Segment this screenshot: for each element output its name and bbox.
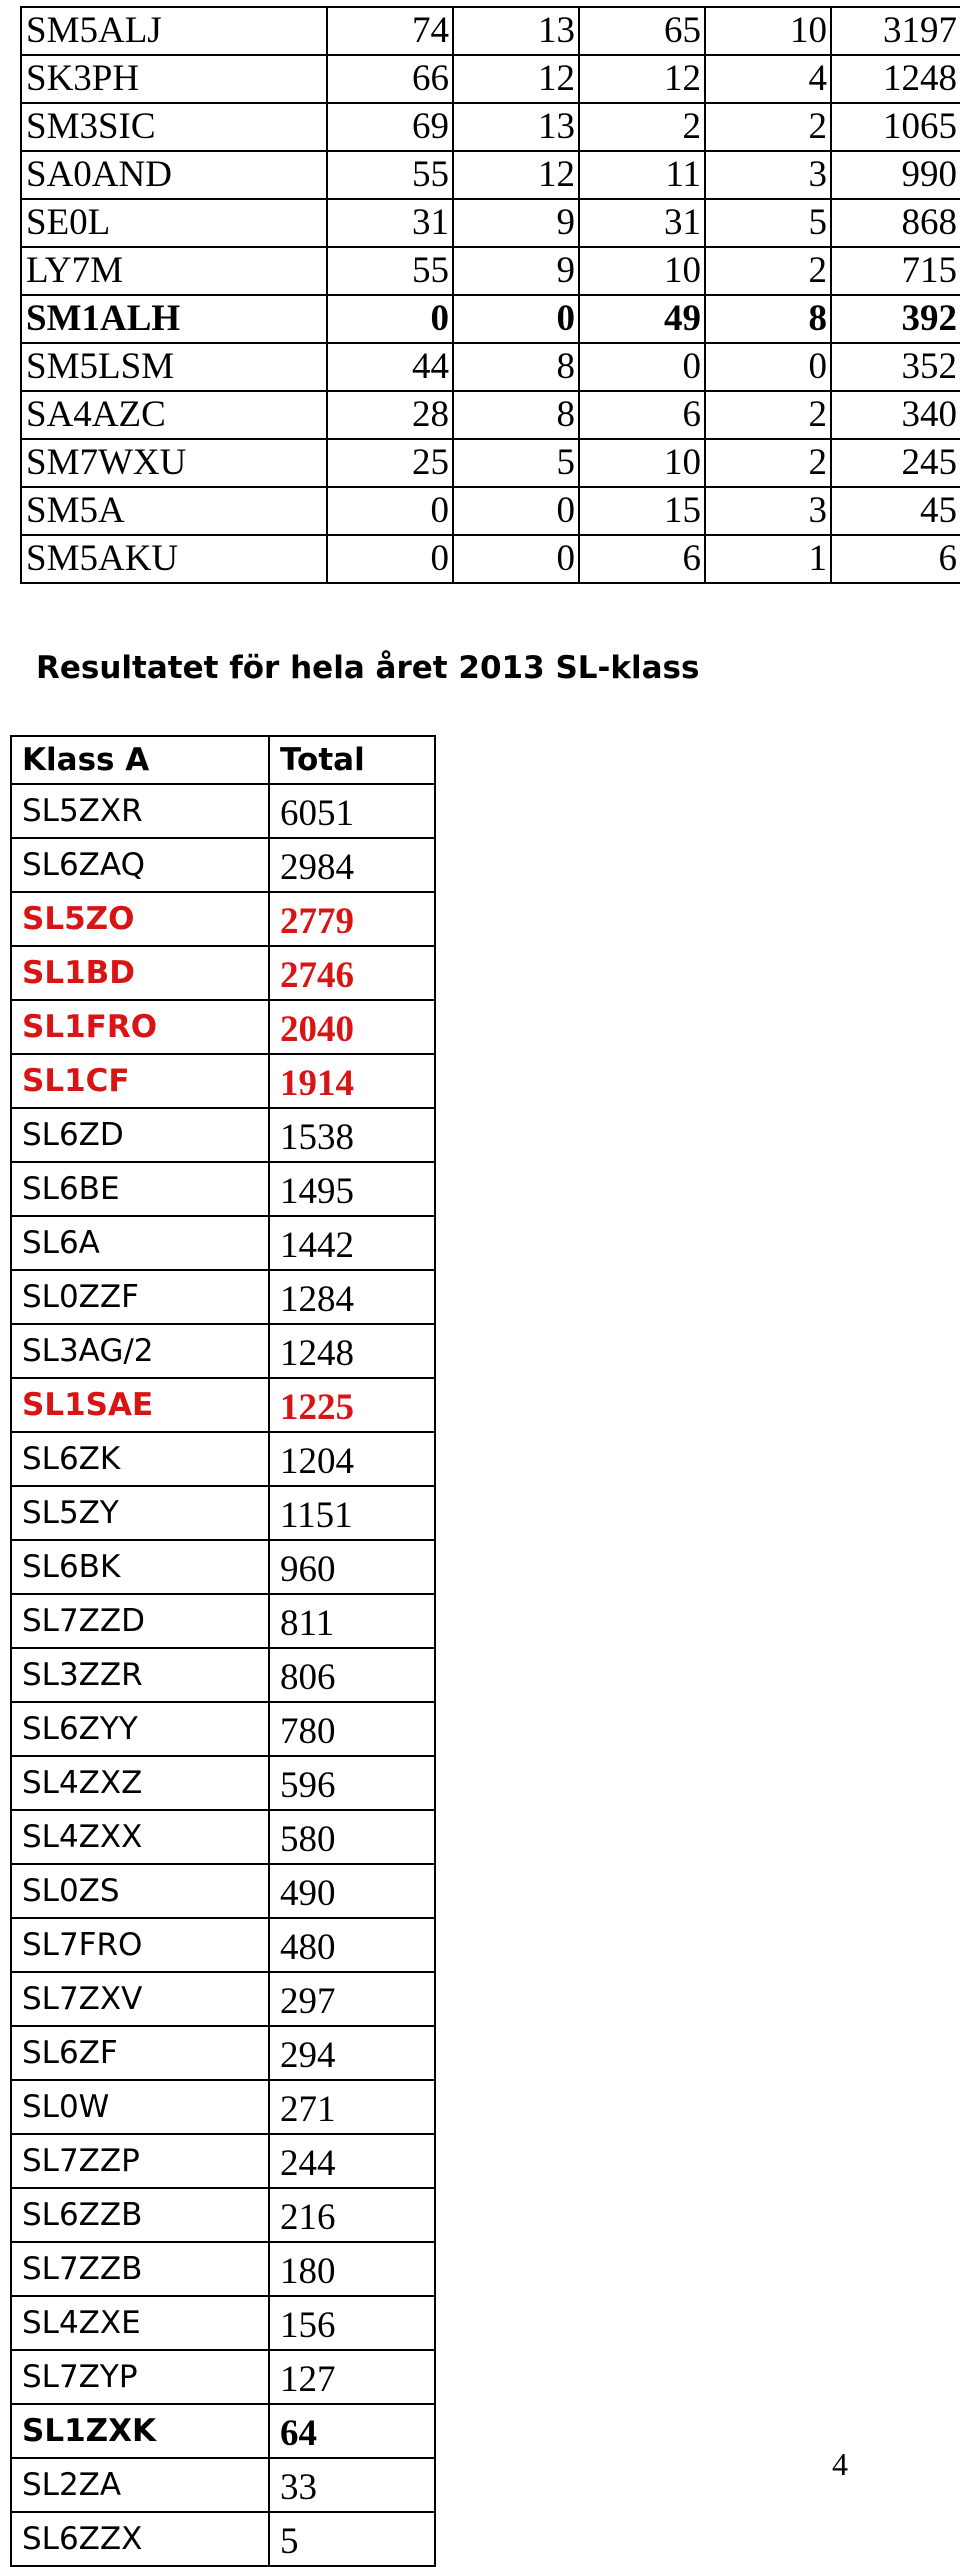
cell-value-4: 3 bbox=[705, 487, 831, 535]
cell-callsign: SL1CF bbox=[11, 1054, 269, 1108]
cell-value-3: 10 bbox=[579, 439, 705, 487]
cell-callsign: SL7ZXV bbox=[11, 1972, 269, 2026]
cell-value-3: 2 bbox=[579, 103, 705, 151]
table-row bbox=[11, 2404, 435, 2458]
cell-value-3: 10 bbox=[579, 247, 705, 295]
cell-total: 960 bbox=[269, 1540, 435, 1594]
cell-total: 6 bbox=[831, 535, 960, 583]
cell-callsign: SL7ZZP bbox=[11, 2134, 269, 2188]
page-number: 4 bbox=[832, 2446, 848, 2482]
cell-total: 2746 bbox=[269, 946, 435, 1000]
cell-value-1: 55 bbox=[327, 151, 453, 199]
table-row bbox=[11, 2296, 435, 2350]
cell-value-3: 31 bbox=[579, 199, 705, 247]
cell-callsign: SL1FRO bbox=[11, 1000, 269, 1054]
cell-callsign: SL3AG/2 bbox=[11, 1324, 269, 1378]
cell-total: 392 bbox=[831, 295, 960, 343]
table-row bbox=[21, 247, 960, 295]
cell-value-2: 9 bbox=[453, 199, 579, 247]
cell-callsign: SE0L bbox=[21, 199, 327, 247]
cell-callsign: SL5ZXR bbox=[11, 784, 269, 838]
table-row bbox=[21, 55, 960, 103]
cell-callsign: SK3PH bbox=[21, 55, 327, 103]
cell-total: 480 bbox=[269, 1918, 435, 1972]
cell-value-4: 1 bbox=[705, 535, 831, 583]
cell-total: 596 bbox=[269, 1756, 435, 1810]
header-total: Total bbox=[269, 736, 435, 784]
cell-total: 3197 bbox=[831, 7, 960, 55]
table-row bbox=[11, 2242, 435, 2296]
cell-total: 294 bbox=[269, 2026, 435, 2080]
cell-total: 715 bbox=[831, 247, 960, 295]
cell-total: 352 bbox=[831, 343, 960, 391]
table-row bbox=[21, 199, 960, 247]
cell-value-3: 65 bbox=[579, 7, 705, 55]
table-row bbox=[11, 1108, 435, 1162]
table-row bbox=[21, 535, 960, 583]
table-row bbox=[11, 1864, 435, 1918]
table-row bbox=[11, 1054, 435, 1108]
table-row bbox=[11, 2188, 435, 2242]
cell-callsign: LY7M bbox=[21, 247, 327, 295]
cell-value-2: 0 bbox=[453, 295, 579, 343]
cell-total: 180 bbox=[269, 2242, 435, 2296]
cell-total: 127 bbox=[269, 2350, 435, 2404]
table-row bbox=[11, 2080, 435, 2134]
table-row bbox=[11, 2026, 435, 2080]
cell-total: 244 bbox=[269, 2134, 435, 2188]
cell-callsign: SA4AZC bbox=[21, 391, 327, 439]
cell-callsign: SA0AND bbox=[21, 151, 327, 199]
cell-total: 868 bbox=[831, 199, 960, 247]
table-row bbox=[21, 103, 960, 151]
cell-callsign: SM3SIC bbox=[21, 103, 327, 151]
cell-value-4: 5 bbox=[705, 199, 831, 247]
cell-value-2: 8 bbox=[453, 343, 579, 391]
table-row bbox=[11, 2512, 435, 2566]
cell-total: 45 bbox=[831, 487, 960, 535]
cell-value-1: 31 bbox=[327, 199, 453, 247]
cell-value-4: 0 bbox=[705, 343, 831, 391]
cell-total: 780 bbox=[269, 1702, 435, 1756]
cell-value-1: 0 bbox=[327, 295, 453, 343]
cell-callsign: SL1ZXK bbox=[11, 2404, 269, 2458]
table-row bbox=[11, 784, 435, 838]
cell-callsign: SL2ZA bbox=[11, 2458, 269, 2512]
cell-callsign: SL0ZZF bbox=[11, 1270, 269, 1324]
cell-total: 1538 bbox=[269, 1108, 435, 1162]
table-row bbox=[11, 1918, 435, 1972]
cell-value-1: 66 bbox=[327, 55, 453, 103]
cell-callsign: SM5A bbox=[21, 487, 327, 535]
table-row bbox=[11, 1810, 435, 1864]
cell-value-1: 69 bbox=[327, 103, 453, 151]
table-row bbox=[21, 7, 960, 55]
cell-value-1: 0 bbox=[327, 487, 453, 535]
cell-total: 156 bbox=[269, 2296, 435, 2350]
table-row bbox=[11, 1162, 435, 1216]
cell-value-3: 6 bbox=[579, 391, 705, 439]
cell-value-1: 74 bbox=[327, 7, 453, 55]
cell-total: 1914 bbox=[269, 1054, 435, 1108]
cell-total: 6051 bbox=[269, 784, 435, 838]
cell-total: 33 bbox=[269, 2458, 435, 2512]
table-row bbox=[11, 838, 435, 892]
cell-callsign: SL7ZZD bbox=[11, 1594, 269, 1648]
cell-callsign: SL6ZZX bbox=[11, 2512, 269, 2566]
cell-callsign: SL6A bbox=[11, 1216, 269, 1270]
cell-value-3: 11 bbox=[579, 151, 705, 199]
cell-value-2: 0 bbox=[453, 487, 579, 535]
cell-total: 1284 bbox=[269, 1270, 435, 1324]
sl-class-table bbox=[10, 735, 436, 2567]
cell-value-3: 49 bbox=[579, 295, 705, 343]
cell-value-1: 28 bbox=[327, 391, 453, 439]
table-row bbox=[11, 892, 435, 946]
header-klass-a: Klass A bbox=[11, 736, 269, 784]
cell-callsign: SL6ZF bbox=[11, 2026, 269, 2080]
cell-callsign: SL5ZO bbox=[11, 892, 269, 946]
cell-total: 2984 bbox=[269, 838, 435, 892]
cell-value-2: 13 bbox=[453, 7, 579, 55]
table-row bbox=[11, 1000, 435, 1054]
table-row bbox=[21, 391, 960, 439]
cell-callsign: SL6ZK bbox=[11, 1432, 269, 1486]
cell-total: 1495 bbox=[269, 1162, 435, 1216]
table-row bbox=[11, 1702, 435, 1756]
cell-total: 811 bbox=[269, 1594, 435, 1648]
cell-callsign: SL1BD bbox=[11, 946, 269, 1000]
table-row bbox=[21, 151, 960, 199]
cell-total: 580 bbox=[269, 1810, 435, 1864]
cell-callsign: SL4ZXE bbox=[11, 2296, 269, 2350]
cell-value-2: 13 bbox=[453, 103, 579, 151]
cell-callsign: SL6ZD bbox=[11, 1108, 269, 1162]
cell-total: 5 bbox=[269, 2512, 435, 2566]
cell-total: 216 bbox=[269, 2188, 435, 2242]
table-row bbox=[11, 1486, 435, 1540]
cell-callsign: SL6ZAQ bbox=[11, 838, 269, 892]
table-row bbox=[11, 1324, 435, 1378]
cell-total: 245 bbox=[831, 439, 960, 487]
table-row bbox=[11, 1756, 435, 1810]
cell-value-3: 6 bbox=[579, 535, 705, 583]
cell-callsign: SL5ZY bbox=[11, 1486, 269, 1540]
cell-total: 297 bbox=[269, 1972, 435, 2026]
cell-value-3: 0 bbox=[579, 343, 705, 391]
cell-value-2: 12 bbox=[453, 55, 579, 103]
cell-callsign: SL0W bbox=[11, 2080, 269, 2134]
cell-callsign: SM5LSM bbox=[21, 343, 327, 391]
cell-value-4: 2 bbox=[705, 103, 831, 151]
cell-callsign: SL7FRO bbox=[11, 1918, 269, 1972]
cell-callsign: SL6ZYY bbox=[11, 1702, 269, 1756]
table-row bbox=[11, 1216, 435, 1270]
table-row bbox=[11, 946, 435, 1000]
cell-value-4: 2 bbox=[705, 439, 831, 487]
cell-callsign: SL4ZXX bbox=[11, 1810, 269, 1864]
cell-value-4: 4 bbox=[705, 55, 831, 103]
cell-total: 1248 bbox=[831, 55, 960, 103]
table-row bbox=[11, 1648, 435, 1702]
table-row bbox=[11, 1432, 435, 1486]
table-row bbox=[21, 295, 960, 343]
table-row bbox=[21, 487, 960, 535]
table-row bbox=[11, 1594, 435, 1648]
cell-value-2: 5 bbox=[453, 439, 579, 487]
cell-callsign: SL6BE bbox=[11, 1162, 269, 1216]
cell-callsign: SL4ZXZ bbox=[11, 1756, 269, 1810]
cell-callsign: SL7ZZB bbox=[11, 2242, 269, 2296]
cell-total: 1204 bbox=[269, 1432, 435, 1486]
cell-value-2: 0 bbox=[453, 535, 579, 583]
cell-callsign: SL6BK bbox=[11, 1540, 269, 1594]
table-row bbox=[11, 1270, 435, 1324]
cell-value-2: 8 bbox=[453, 391, 579, 439]
top-results-body bbox=[21, 7, 960, 583]
cell-value-4: 8 bbox=[705, 295, 831, 343]
cell-callsign: SM5ALJ bbox=[21, 7, 327, 55]
cell-total: 990 bbox=[831, 151, 960, 199]
table-row bbox=[11, 2350, 435, 2404]
cell-total: 1151 bbox=[269, 1486, 435, 1540]
cell-value-2: 9 bbox=[453, 247, 579, 295]
cell-total: 490 bbox=[269, 1864, 435, 1918]
table-row bbox=[11, 2134, 435, 2188]
cell-total: 340 bbox=[831, 391, 960, 439]
table-row bbox=[11, 1972, 435, 2026]
cell-callsign: SM1ALH bbox=[21, 295, 327, 343]
cell-value-1: 0 bbox=[327, 535, 453, 583]
table-row bbox=[11, 1378, 435, 1432]
cell-total: 1065 bbox=[831, 103, 960, 151]
table-row bbox=[11, 2458, 435, 2512]
cell-value-4: 2 bbox=[705, 247, 831, 295]
cell-value-1: 25 bbox=[327, 439, 453, 487]
cell-callsign: SL3ZZR bbox=[11, 1648, 269, 1702]
cell-callsign: SL6ZZB bbox=[11, 2188, 269, 2242]
cell-total: 1442 bbox=[269, 1216, 435, 1270]
table-row bbox=[21, 439, 960, 487]
cell-total: 2779 bbox=[269, 892, 435, 946]
cell-callsign: SL1SAE bbox=[11, 1378, 269, 1432]
cell-value-3: 15 bbox=[579, 487, 705, 535]
top-results-table bbox=[20, 6, 960, 584]
cell-total: 271 bbox=[269, 2080, 435, 2134]
cell-value-3: 12 bbox=[579, 55, 705, 103]
cell-value-1: 44 bbox=[327, 343, 453, 391]
cell-value-2: 12 bbox=[453, 151, 579, 199]
cell-callsign: SL0ZS bbox=[11, 1864, 269, 1918]
table-row bbox=[11, 1540, 435, 1594]
table-row bbox=[21, 343, 960, 391]
cell-total: 1248 bbox=[269, 1324, 435, 1378]
cell-total: 2040 bbox=[269, 1000, 435, 1054]
cell-value-4: 2 bbox=[705, 391, 831, 439]
cell-callsign: SM5AKU bbox=[21, 535, 327, 583]
sl-class-body bbox=[11, 784, 435, 2566]
cell-value-1: 55 bbox=[327, 247, 453, 295]
cell-total: 806 bbox=[269, 1648, 435, 1702]
cell-total: 1225 bbox=[269, 1378, 435, 1432]
cell-callsign: SM7WXU bbox=[21, 439, 327, 487]
cell-value-4: 10 bbox=[705, 7, 831, 55]
sl-table-header-row bbox=[11, 736, 435, 784]
cell-total: 64 bbox=[269, 2404, 435, 2458]
cell-callsign: SL7ZYP bbox=[11, 2350, 269, 2404]
section-title: Resultatet för hela året 2013 SL-klass bbox=[36, 650, 700, 686]
cell-value-4: 3 bbox=[705, 151, 831, 199]
